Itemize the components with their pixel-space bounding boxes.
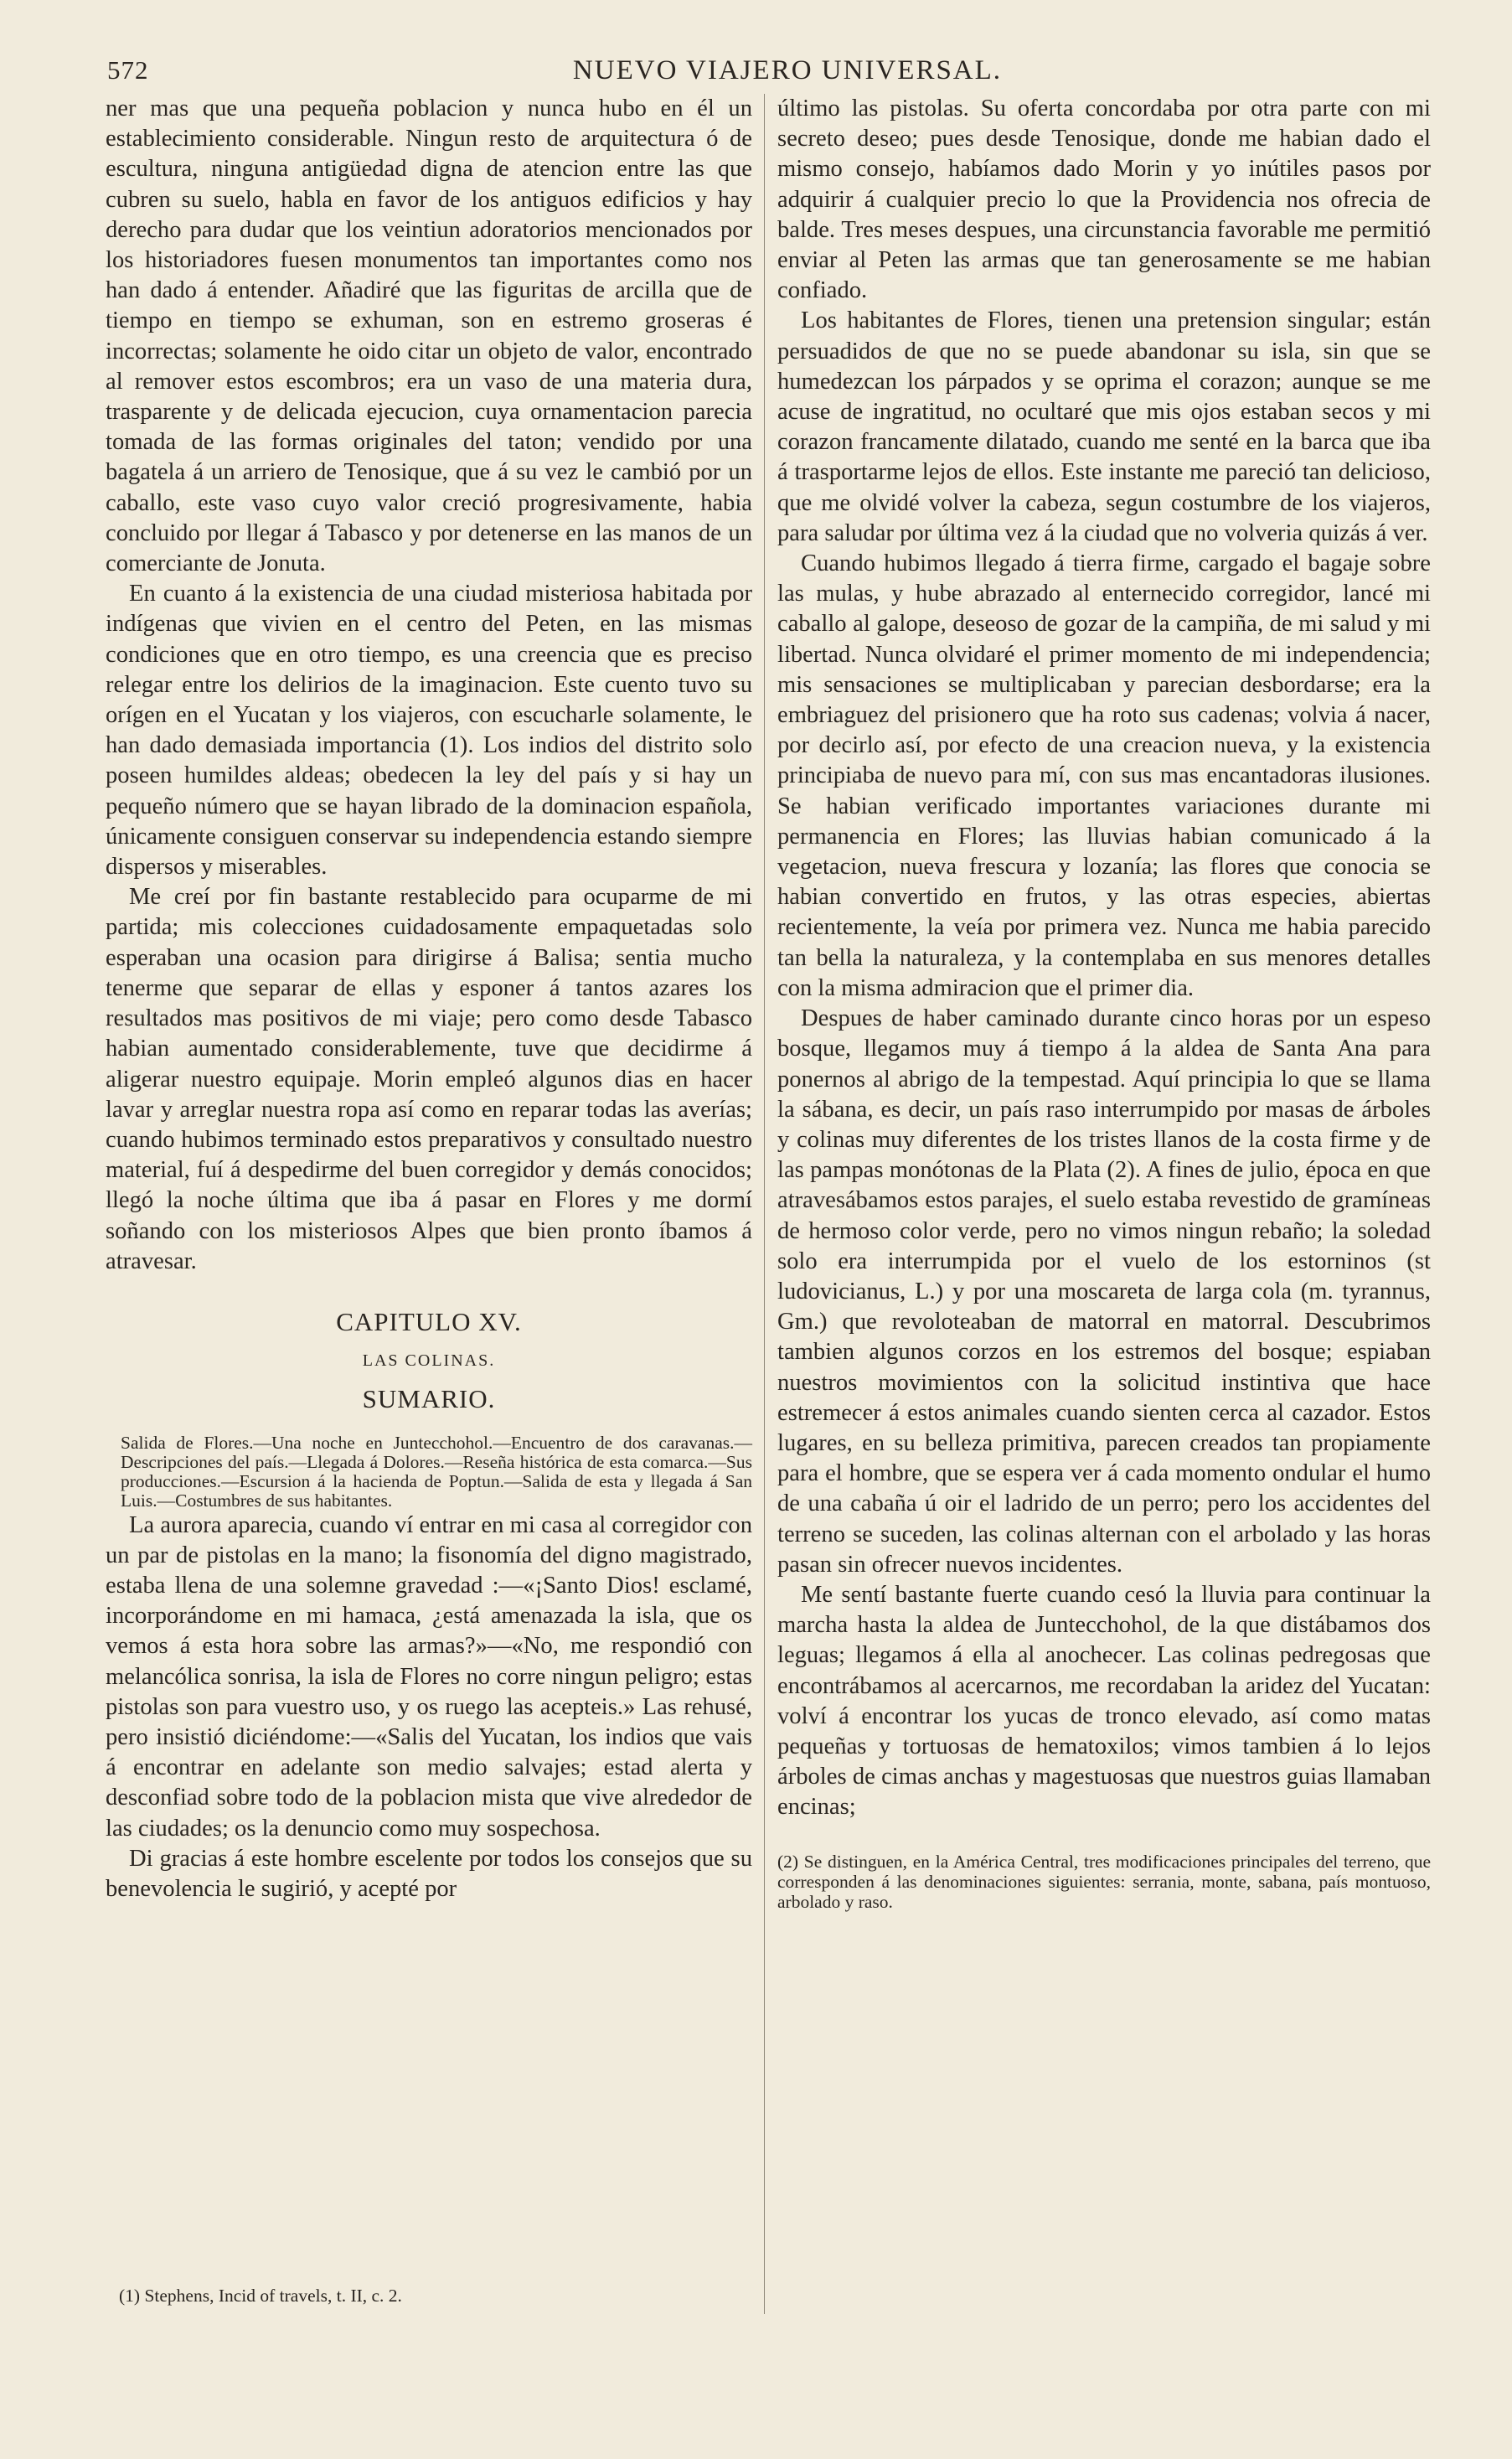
- left-column: [106, 94, 752, 1904]
- running-title: NUEVO VIAJERO UNIVERSAL.: [572, 55, 1003, 85]
- paragraph: último las pistolas. Su oferta concordaba por otra parte con mi secreto deseo; pues desde Tenosique, donde me habian dado el mismo consejo, habíamos dado Morin y yo inútiles pasos por adquirir á cualquier precio lo que la Providencia nos ofrecia de balde. Tres meses despues, una circunstancia favorable me permitió enviar al Peten las armas que tan generosamente se me habian confiado.: [777, 96, 1431, 304]
- summary-title: SUMARIO.: [362, 1384, 496, 1414]
- paragraph: Cuando hubimos llegado á tierra firme, cargado el bagaje sobre las mulas, y hube abrazado al enternecido corregidor, lancé mi caballo al galope, deseoso de gozar de la campiña, de mi salud y mi libertad. Nunca olvidaré el primer momento de mi independencia; mis sensaciones se multiplicaban y parecian desbordarse; era la embriaguez del prisionero que ha roto sus cadenas; volvia á nacer, por decirlo así, por efecto de una creacion nueva, y la existencia principiaba de nuevo para mí, con sus mas encantadoras ilusiones. Se habian verificado importantes variaciones durante mi permanencia en Flores; las lluvias habian comunicado á la vegetacion, nueva frescura y lozanía; las flores que conocia se habian convertido en frutos, y las otras especies, abiertas recientemente, la veía por primera vez. Nunca me habia parecido tan bella la naturaleza, y la contemplaba en sus menores detalles con la misma admiracion que el primer dia.: [777, 550, 1431, 1001]
- paragraph: Los habitantes de Flores, tienen una pretension singular; están persuadidos de que no se puede abandonar su isla, sin que se humedezcan los párpados y se oprima el corazon; aunque se me acuse de ingratitud, no ocultaré que mis ojos estaban secos y mi corazon francamente dilatado, cuando me senté en la barca que iba á trasportarme lejos de ellos. Este instante me pareció tan delicioso, que me olvidé volver la cabeza, segun costumbre de los viajeros, para saludar por última vez á la ciudad que no volveria quizás á ver.: [777, 307, 1431, 546]
- column-divider: [764, 94, 765, 2314]
- paragraph: Me creí por fin bastante restablecido para ocuparme de mi partida; mis colecciones cuidadosamente empaquetadas solo esperaban una ocasion para dirigirse á Balisa; sentia mucho tenerme que separar de ellas y esponer á tantos azares los resultados mas positivos de mi viaje; pero como desde Tabasco habian aumentado considerablemente, tuve que decidirme á aligerar nuestro equipaje. Morin empleó algunos dias en hacer lavar y arreglar nuestra ropa así como en reparar todas las averías; cuando hubimos terminado estos preparativos y consultado nuestro material, fuí á despedirme del buen corregidor y demás conocidos; llegó la noche última que iba á pasar en Flores y me dormí soñando con los misteriosos Alpes que bien pronto íbamos á atravesar.: [106, 884, 752, 1274]
- right-column: [777, 94, 1431, 1912]
- paragraph: ner mas que una pequeña poblacion y nunca hubo en él un establecimiento considerable. Ningun resto de arquitectura ó de escultura, ninguna antigüedad digna de atencion entre las que cubren su suelo, habla en favor de los antiguos edificios y hay derecho para dudar que los veintiun adoratorios mencionados por los historiadores fuesen monumentos tan importantes como nos han dado á entender. Añadiré que las figuritas de arcilla que de tiempo en tiempo se exhuman, son en estremo groseras é incorrectas; solamente he oido citar un objeto de valor, encontrado al remover estos escombros; era un vaso de una materia dura, trasparente y de delicada ejecucion, cuya ornamentacion parecia tomada de las formas originales del taton; vendido por una bagatela á un arriero de Tenosique, que á su vez le cambió por un caballo, este vaso cuyo valor creció progresivamente, habia concluido por llegar á Tabasco y por detenerse en las manos de un comerciante de Jonuta.: [106, 96, 752, 577]
- summary-text: Salida de Flores.—Una noche en Juntecchohol.—Encuentro de dos caravanas.—Descripciones del país.—Llegada á Dolores.—Reseña histórica de esta comarca.—Sus producciones.—Escursion á la hacienda de Poptun.—Salida de esta y llegada á San Luis.—Costumbres de sus habitantes.: [121, 1432, 752, 1511]
- chapter-subtitle: LAS COLINAS.: [362, 1351, 496, 1371]
- paragraph: Di gracias á este hombre escelente por todos los consejos que su benevolencia le sugirió, y acepté por: [106, 1845, 752, 1902]
- paragraph: Despues de haber caminado durante cinco horas por un espeso bosque, llegamos muy á tiempo á la aldea de Santa Ana para ponernos al abrigo de la tempestad. Aquí principia lo que se llama la sábana, es decir, un país raso interrumpido por masas de árboles y colinas muy diferentes de los tristes llanos de la costa firme y de las pampas monótonas de la Plata (2). A fines de julio, época en que atravesábamos estos parajes, el suelo estaba revestido de gramíneas de hermoso color verde, pero no vimos ningun rebaño; la soledad solo era interrumpida por el vuelo de los estorninos (st ludovicianus, L.) y por una moscareta de larga cola (m. tyrannus, Gm.) que revoloteaban de matorral en matorral. Descubrimos tambien algunos corzos en los estremos del bosque; espiaban nuestros movimientos con la solicitud instintiva que hace estremecer á estos animales cuando sienten cerca al cazador. Estos lugares, en su belleza primitiva, parecen creados tan propiamente para el hombre, que se espera ver á cada momento ondular el humo de una cabaña ú oir el ladrido de un perro; pero los accidentes del terreno se suceden, las colinas alternan con el arbolado y las horas pasan sin ofrecer nuevos incidentes.: [777, 1005, 1431, 1578]
- paragraph: Me sentí bastante fuerte cuando cesó la lluvia para continuar la marcha hasta la aldea de Juntecchohol, de la que distábamos dos leguas; llegamos á ella al anochecer. Las colinas pedregosas que encontrábamos al acercarnos, me recordaban la aridez del Yucatan: volví á encontrar los yucas de tronco elevado, así como matas pequeñas y tortuosas de hematoxilos; vimos tambien á lo lejos árboles de cimas anchas y magestuosas que nuestros guias llamaban encinas;: [777, 1581, 1431, 1821]
- chapter-title: CAPITULO XV.: [336, 1306, 522, 1336]
- footnote-left: (1) Stephens, Incid of travels, t. II, c. 2.: [119, 2286, 402, 2306]
- page-header: [101, 52, 1474, 92]
- page-number: 572: [107, 55, 149, 85]
- paragraph: En cuanto á la existencia de una ciudad misteriosa habitada por indígenas que vivien en el centro del Peten, en las mismas condiciones que en otro tiempo, es una creencia que es preciso relegar entre los delirios de la imaginacion. Este cuento tuvo su orígen en el Yucatan y los viajeros, con escucharle solamente, le han dado demasiada importancia (1). Los indios del distrito solo poseen humildes aldeas; obedecen la ley del país y si hay un pequeño número que se hayan librado de la dominacion española, únicamente consiguen conservar su independencia estando siempre dispersos y miserables.: [106, 581, 752, 881]
- paragraph: La aurora aparecia, cuando ví entrar en mi casa al corregidor con un par de pistolas en la mano; la fisonomía del digno magistrado, estaba llena de una solemne gravedad :—«¡Santo Dios! esclamé, incorporándome en mi hamaca, ¿está amenazada la isla, que os vemos á esta hora sobre las armas?»—«No, me respondió con melancólica sonrisa, la isla de Flores no corre ningun peligro; estas pistolas son para vuestro uso, y os ruego las acepteis.» Las rehusé, pero insistió diciéndome:—«Salis del Yucatan, los indios que vais á encontrar en adelante son medio salvajes; estad alerta y desconfiad sobre todo de la poblacion mista que vive alrededor de las ciudades; os la denuncio como muy sospechosa.: [106, 1511, 752, 1842]
- footnote-right: (2) Se distinguen, en la América Central, tres modificaciones principales del terreno, que corresponden á las denominaciones siguientes: serrania, monte, sabana, país montuoso, arbolado y raso.: [777, 1851, 1431, 1912]
